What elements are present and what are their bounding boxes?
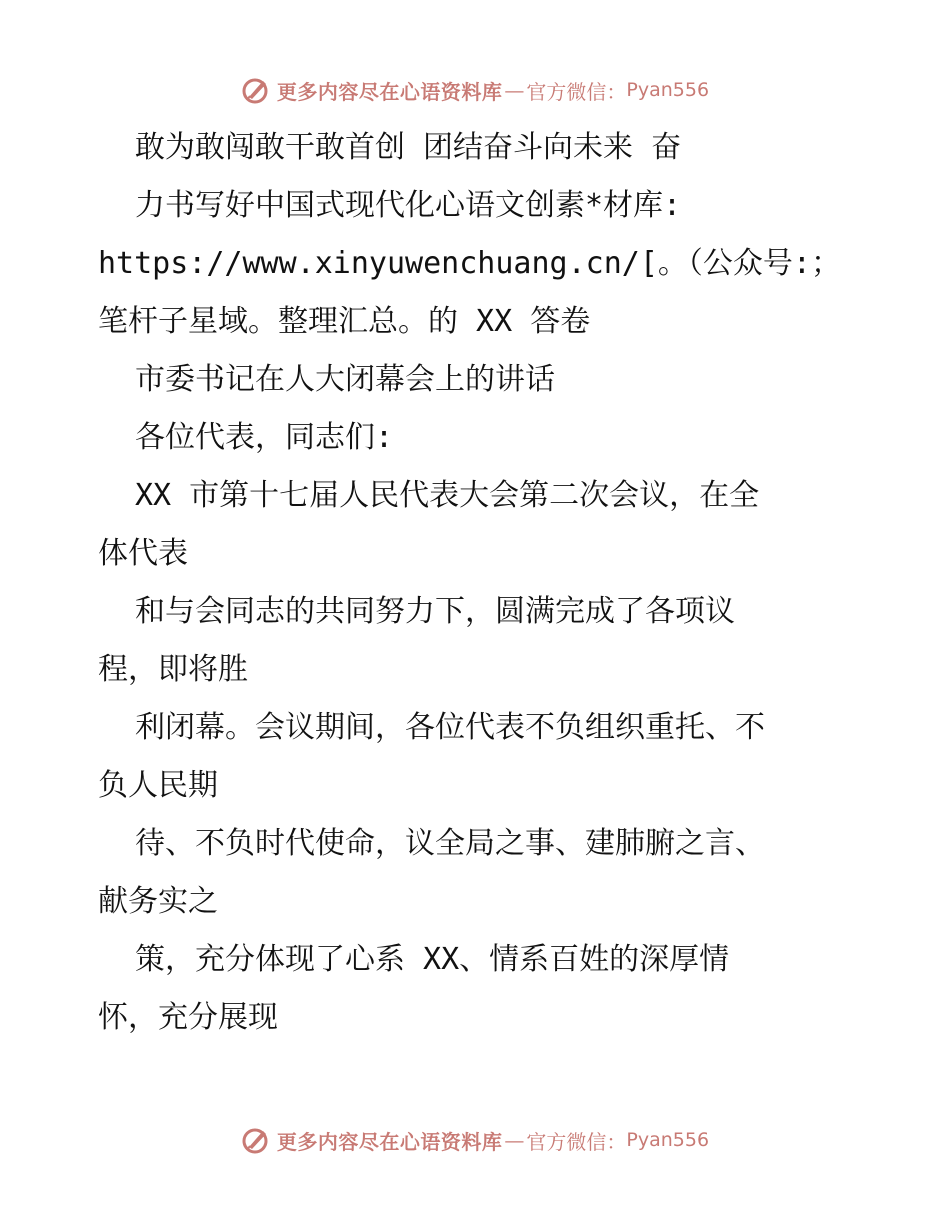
- body-line: 负人民期: [98, 768, 218, 803]
- body-line: 待、不负时代使命，议全局之事、建肺腑之言、: [135, 826, 765, 861]
- footer-watermark: [0, 1120, 950, 1160]
- watermark-official-label: 官方微信：: [526, 79, 627, 104]
- body-line: 体代表: [98, 536, 188, 571]
- watermark-handle: Pyan556: [626, 79, 710, 101]
- body-line: https://www.xinyuwenchuang.cn/[。（公众号:；: [98, 246, 841, 281]
- header-watermark: [0, 70, 950, 110]
- watermark-separator: —: [504, 1128, 525, 1152]
- salutation: 各位代表，同志们:: [135, 420, 394, 455]
- body-line: 策，充分体现了心系 XX、情系百姓的深厚情: [135, 942, 730, 977]
- document-body: [98, 119, 858, 1047]
- body-line: 敢为敢闯敢干敢首创 团结奋斗向未来 奋: [135, 130, 682, 165]
- body-line: 笔杆子星域。整理汇总。的 XX 答卷: [98, 304, 591, 339]
- body-line: 力书写好中国式现代化心语文创素*材库:: [135, 188, 682, 223]
- watermark-separator: —: [504, 78, 525, 102]
- body-line: 程，即将胜: [98, 652, 248, 687]
- body-line: XX 市第十七届人民代表大会第二次会议，在全: [135, 478, 760, 513]
- body-line: 怀，充分展现: [98, 1000, 278, 1035]
- speech-title: 市委书记在人大闭幕会上的讲话: [135, 362, 555, 397]
- watermark-handle: Pyan556: [626, 1129, 710, 1151]
- body-line: 献务实之: [98, 884, 218, 919]
- quill-logo-icon: [241, 1125, 271, 1155]
- quill-logo-icon: [241, 75, 271, 105]
- watermark-brand: 更多内容尽在心语资料库: [276, 79, 503, 104]
- body-line: 和与会同志的共同努力下，圆满完成了各项议: [135, 594, 735, 629]
- watermark-official-label: 官方微信：: [526, 1129, 627, 1154]
- watermark-brand: 更多内容尽在心语资料库: [276, 1129, 503, 1154]
- body-line: 利闭幕。会议期间，各位代表不负组织重托、不: [135, 710, 765, 745]
